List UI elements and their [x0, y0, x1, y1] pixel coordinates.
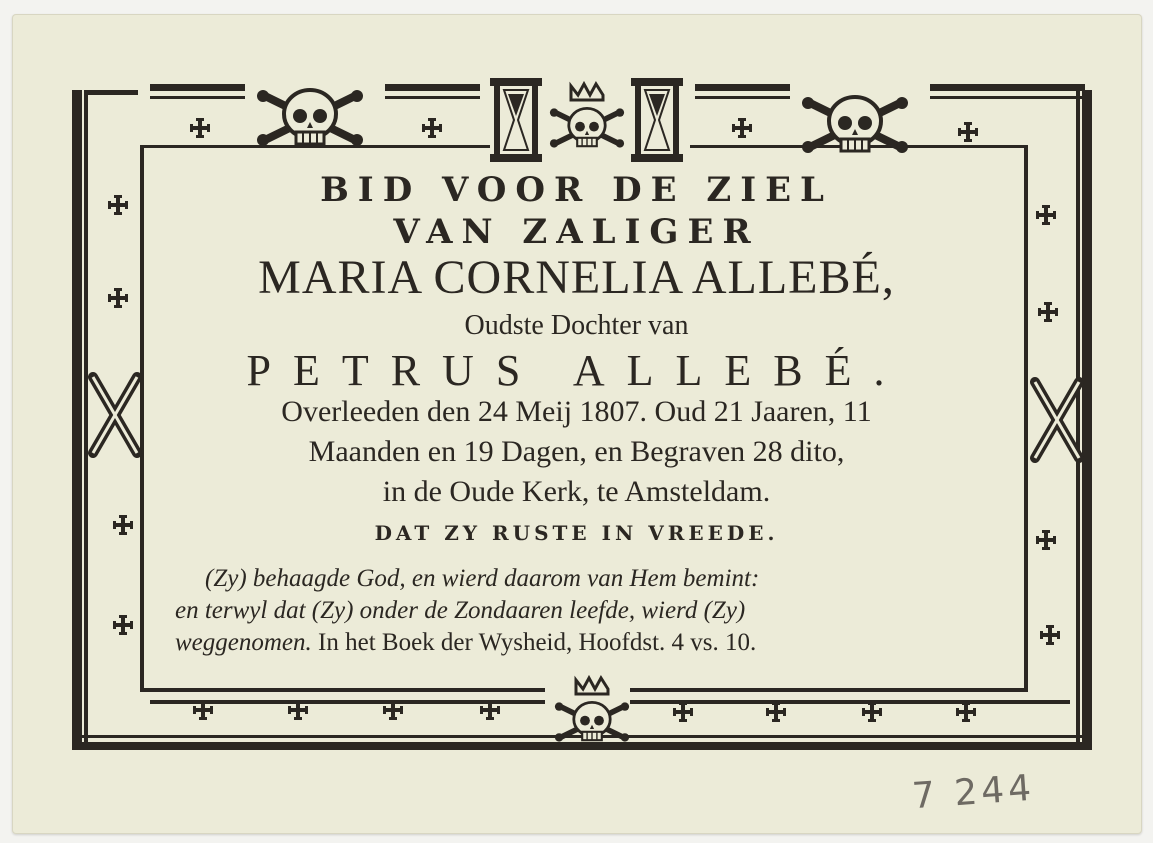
skull-crossbones-icon [257, 90, 363, 146]
crowned-skull-icon [550, 108, 624, 147]
burial-place-line: in de Oude Kerk, te Amsteldam. [382, 475, 771, 508]
verse-line-3-italic: weggenomen. [175, 629, 312, 656]
verse-line-3-source: In het Boek der Wysheid, Hoofdst. 4 vs. 10. [311, 629, 757, 656]
verse-line-1: (Zy) behaagde God, en wierd daarom van Hem bemint: [205, 565, 760, 592]
skull-crossbones-icon [802, 97, 908, 153]
verse-line-2: en terwyl dat (Zy) onder de Zondaaren leefde, wierd (Zy) [175, 597, 746, 624]
heading-line-2: VAN ZALIGER [393, 212, 760, 252]
hourglass-icon [490, 78, 542, 162]
father-name: PETRUS ALLEBÉ. [246, 346, 907, 395]
crown-icon [571, 84, 603, 100]
catalog-number: 7 244 [910, 767, 1037, 818]
verse-line-3 [175, 629, 1005, 657]
heading-line-1: BID VOOR DE ZIEL [320, 170, 833, 210]
crowned-skull-icon [555, 702, 629, 741]
prayer-line: DAT ZY RUSTE IN VREEDE. [374, 521, 779, 545]
relation-line: Oudste Dochter van [464, 310, 689, 341]
crown-icon [576, 678, 608, 694]
deceased-name: MARIA CORNELIA ALLEBÉ, [258, 251, 895, 304]
age-burial-line: Maanden en 19 Dagen, en Begraven 28 dito, [308, 435, 845, 468]
hourglass-icon [631, 78, 683, 162]
death-date-line: Overleeden den 24 Meij 1807. Oud 21 Jaaren, 11 [281, 395, 872, 428]
